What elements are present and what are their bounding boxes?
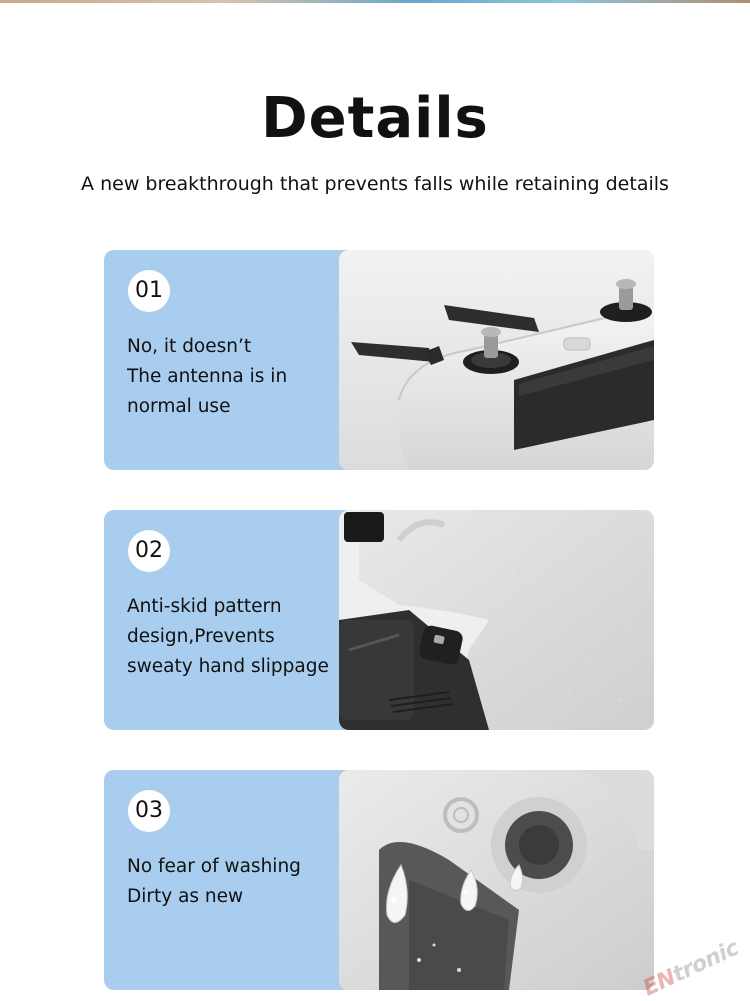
anti-skid-grip-photo <box>339 510 654 730</box>
card-text-line: design,Prevents <box>127 626 275 647</box>
card-text-line: The antenna is in <box>127 366 288 387</box>
card-text-line: Anti-skid pattern <box>127 596 282 617</box>
detail-card-2 <box>104 510 654 730</box>
card-text-line: normal use <box>127 396 231 417</box>
remote-controller-antenna-photo <box>339 250 654 470</box>
washable-cover-photo <box>339 770 654 990</box>
card-number-badge: 01 <box>128 270 170 312</box>
page-title: Details <box>261 86 489 151</box>
card-description <box>127 852 337 912</box>
card-text-line: Dirty as new <box>127 886 244 907</box>
card-description <box>127 592 337 682</box>
page-subtitle: A new breakthrough that prevents falls while retaining details <box>81 173 669 195</box>
card-text-line: No fear of washing <box>127 856 301 877</box>
watermark-prefix: EN <box>639 965 680 1001</box>
card-number-badge: 03 <box>128 790 170 832</box>
detail-card-3 <box>104 770 654 990</box>
detail-card-1 <box>104 250 654 470</box>
brand-watermark-logo <box>639 936 742 1001</box>
top-banner-strip <box>0 0 750 3</box>
card-text-line: No, it doesn’t <box>127 336 252 357</box>
card-description <box>127 332 337 422</box>
card-text-line: sweaty hand slippage <box>127 656 329 677</box>
card-number-badge: 02 <box>128 530 170 572</box>
watermark-rest: tronic <box>668 935 743 988</box>
